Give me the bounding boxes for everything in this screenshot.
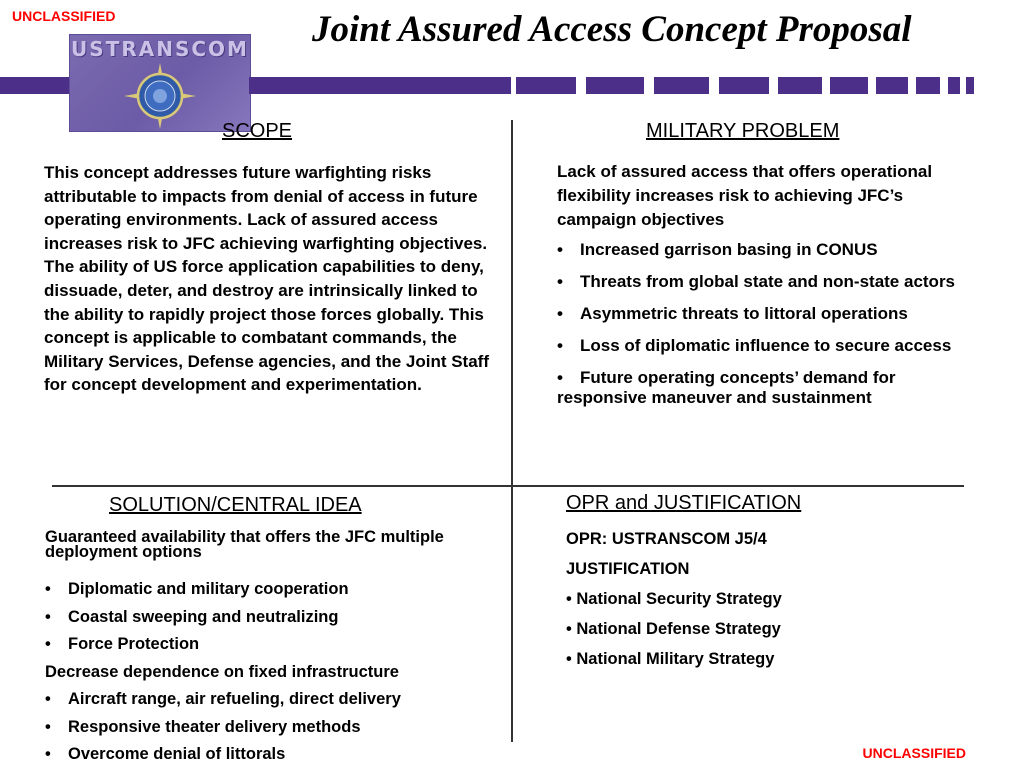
military-problem-heading: MILITARY PROBLEM — [646, 120, 840, 142]
military-problem-intro: Lack of assured access that offers operational flexibility increases risk to achieving JFC’s campaign objectives — [557, 162, 933, 229]
decorative-bar-strip — [0, 77, 975, 94]
list-item: • Overcome denial of littorals — [45, 745, 286, 763]
list-item: • Future operating concepts’ demand for responsive maneuver and sustainment — [557, 368, 896, 407]
list-item: • Diplomatic and military cooperation — [45, 580, 349, 598]
justification-label: JUSTIFICATION — [566, 560, 690, 578]
logo-text: USTRANSCOM — [71, 37, 249, 61]
list-item: • Increased garrison basing in CONUS — [557, 240, 878, 259]
solution-subhead: Decrease dependence on fixed infrastructure — [45, 662, 399, 681]
list-item: • National Security Strategy — [566, 590, 782, 608]
list-item: • Aircraft range, air refueling, direct delivery — [45, 690, 401, 708]
list-item: • Loss of diplomatic influence to secure access — [557, 336, 952, 355]
solution-heading: SOLUTION/CENTRAL IDEA — [109, 494, 362, 516]
list-item: • Responsive theater delivery methods — [45, 717, 361, 736]
solution-content — [45, 529, 495, 769]
scope-text: This concept addresses future warfighting risks attributable to impacts from denial of access in future operating environments. Lack of assured access increases risk to JFC achieving warfighting objectives. The ability of US force application capabilities to deny, dissuade, deter, and destroy are intrinsically linked to the ability to rapidly project those forces globally. This concept is applicable to combatant commands, the Military Services, Defense agencies, and the Joint Staff for concept development and experimentation. — [44, 163, 489, 395]
page-title: Joint Assured Access Concept Proposal — [312, 9, 912, 50]
vertical-divider — [511, 120, 513, 742]
classification-bottom: UNCLASSIFIED — [862, 745, 966, 761]
horizontal-divider — [52, 485, 964, 487]
list-item: • Asymmetric threats to littoral operations — [557, 304, 908, 323]
list-item: • Coastal sweeping and neutralizing — [45, 607, 339, 626]
military-problem-list — [557, 240, 967, 420]
opr-line: OPR: USTRANSCOM J5/4 — [566, 530, 767, 548]
list-item: • National Defense Strategy — [566, 620, 781, 638]
opr-content — [566, 528, 966, 678]
list-item: • National Military Strategy — [566, 650, 775, 668]
classification-top: UNCLASSIFIED — [12, 8, 116, 24]
list-item: • Force Protection — [45, 635, 200, 653]
scope-heading: SCOPE — [222, 120, 293, 142]
solution-intro: Guaranteed availability that offers the JFC multiple deployment options — [45, 528, 444, 561]
opr-heading: OPR and JUSTIFICATION — [566, 492, 802, 514]
seal-icon — [120, 61, 200, 129]
list-item: • Threats from global state and non-state actors — [557, 272, 956, 291]
